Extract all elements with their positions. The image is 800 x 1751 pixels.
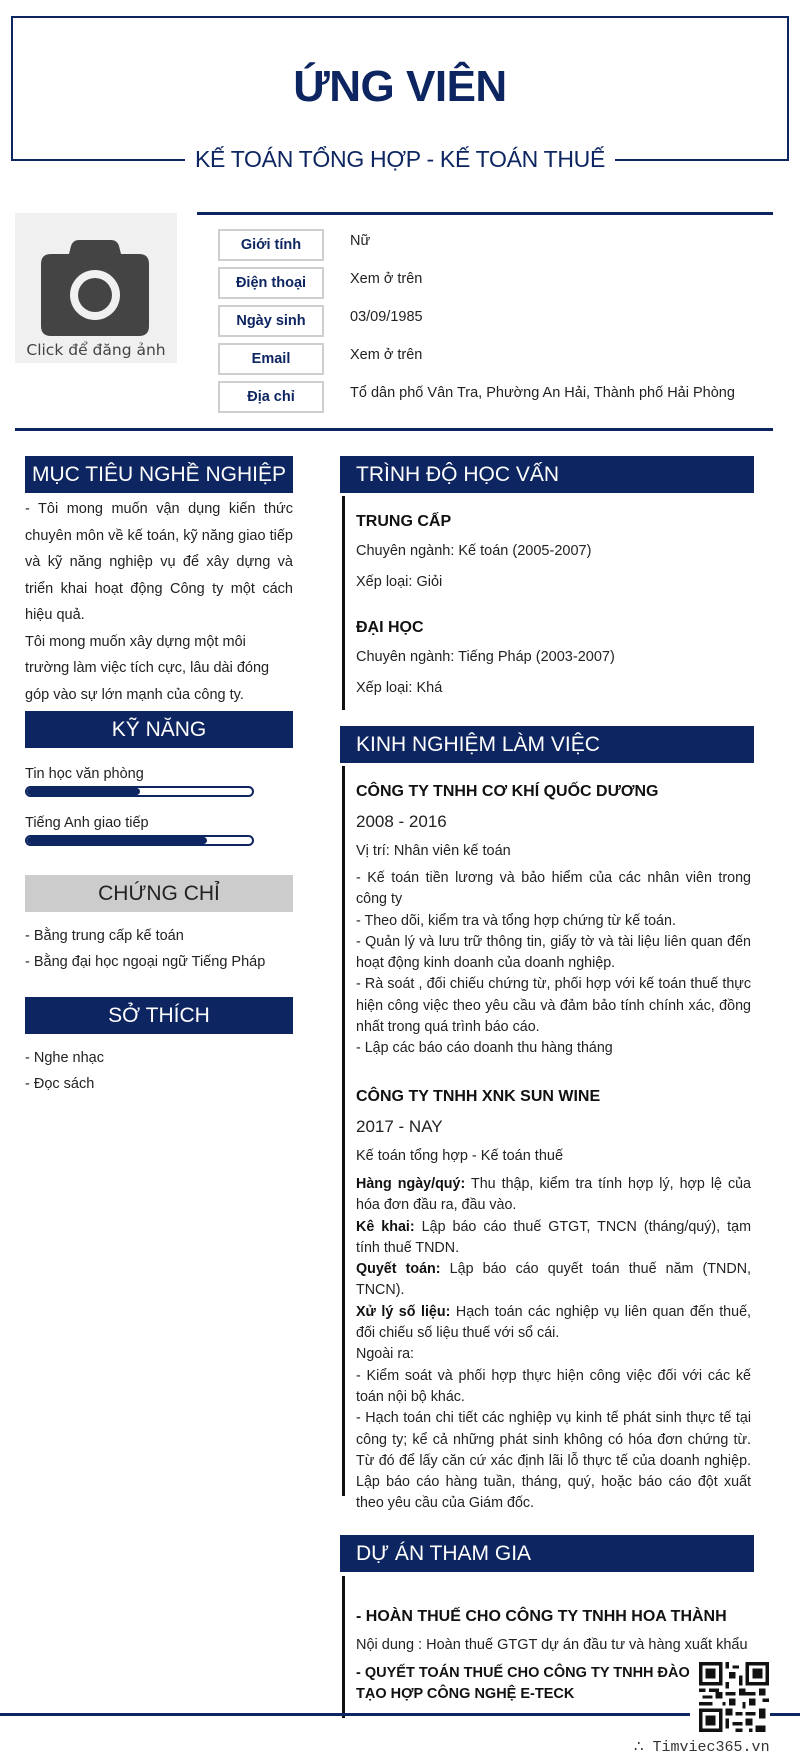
info-value[interactable]: 03/09/1985 xyxy=(350,309,423,325)
job-duty: - Rà soát , đối chiếu chứng từ, phối hợp với kế toán thuế thực hiện công việc theo yêu cầu và đảm bảo tính chính xác, đồng nhất trong quá trình báo cáo. xyxy=(356,976,751,1036)
info-value[interactable]: Tổ dân phố Vân Tra, Phường An Hải, Thành phố Hải Phòng xyxy=(350,385,735,401)
photo-upload-label: Click để đăng ảnh xyxy=(26,341,166,359)
duty-label: Hàng ngày/quý: xyxy=(356,1176,466,1192)
education-grade: Xếp loại: Giỏi xyxy=(356,574,443,590)
section-header-experience: KINH NGHIỆM LÀM VIỆC xyxy=(340,726,754,763)
job-duty: - Lập các báo cáo doanh thu hàng tháng xyxy=(356,1040,613,1057)
project-name: - HOÀN THUẾ CHO CÔNG TY TNHH HOA THÀNH xyxy=(356,1608,727,1625)
job-duty xyxy=(356,1217,751,1260)
section-header-objective: MỤC TIÊU NGHỀ NGHIỆP xyxy=(25,456,293,493)
education-major: Chuyên ngành: Tiếng Pháp (2003-2007) xyxy=(356,649,615,665)
info-row-email xyxy=(218,343,778,377)
certificate-item: - Bằng trung cấp kế toán xyxy=(25,928,184,944)
footer-divider xyxy=(0,1713,690,1716)
duty-label: Quyết toán: xyxy=(356,1261,441,1278)
info-label: Giới tính xyxy=(218,229,324,261)
job-duty: - Quản lý và lưu trữ thông tin, giấy tờ và tài liệu liên quan đến hoạt động kinh doanh của doanh nghiệp. xyxy=(356,933,751,972)
project-name: - QUYẾT TOÁN THUẾ CHO CÔNG TY TNHH ĐÀO TẠO HỢP CÔNG NGHỆ E-TECK xyxy=(356,1665,690,1702)
certificate-item: - Bằng đại học ngoại ngữ Tiếng Pháp xyxy=(25,954,266,970)
section-header-certificates: CHỨNG CHỈ xyxy=(25,875,293,912)
job-title xyxy=(0,146,800,173)
skill-progress-fill xyxy=(27,788,140,795)
duty-text: Thu thập, kiểm tra tính hợp lý, hợp lệ của hóa đơn đầu ra, đầu vào. xyxy=(356,1176,751,1214)
job-duty: - Theo dõi, kiểm tra và tổng hợp chứng từ kế toán. xyxy=(356,912,676,929)
job-period: 2017 - NAY xyxy=(356,1117,443,1136)
camera-icon xyxy=(41,240,149,336)
footer-divider xyxy=(770,1713,800,1716)
info-label: Điện thoại xyxy=(218,267,324,299)
timeline-line xyxy=(342,1576,345,1718)
job-duty: - Kế toán tiền lương và bảo hiểm của các nhân viên trong công ty xyxy=(356,870,751,908)
duty-label: Kê khai: xyxy=(356,1218,415,1235)
info-value[interactable]: Nữ xyxy=(350,233,371,249)
info-label: Email xyxy=(218,343,324,375)
objective-text[interactable] xyxy=(25,496,293,708)
info-label: Ngày sinh xyxy=(218,305,324,337)
job-position: Kế toán tổng hợp - Kế toán thuế xyxy=(356,1148,564,1164)
objective-paragraph: Tôi mong muốn xây dựng một môi trường làm việc tích cực, lâu dài đóng góp vào sự lớn mạnh của công ty. xyxy=(25,633,270,703)
page-title: ỨNG VIÊN xyxy=(293,62,507,111)
hobby-item: - Đọc sách xyxy=(25,1076,95,1092)
education-grade: Xếp loại: Khá xyxy=(356,680,443,696)
skill-name: Tin học văn phòng xyxy=(25,766,144,782)
job-description[interactable] xyxy=(356,1174,751,1515)
job-title-text: KẾ TOÁN TỔNG HỢP - KẾ TOÁN THUẾ xyxy=(185,146,615,172)
job-duty xyxy=(356,1259,751,1302)
job-duty xyxy=(356,1174,751,1217)
duty-label: Xử lý số liệu: xyxy=(356,1303,451,1320)
section-header-education: TRÌNH ĐỘ HỌC VẤN xyxy=(340,456,754,493)
duty-text: Hạch toán các nghiệp vụ liên quan đến thuế, đối chiếu số liệu thuế với sổ cái. xyxy=(356,1303,751,1342)
section-header-hobbies: SỞ THÍCH xyxy=(25,997,293,1034)
job-duty: - Hạch toán chi tiết các nghiệp vụ kinh tế phát sinh thực tế tại công ty; kể cả những phát sinh không có hóa đơn chứng từ. Từ đó để lấy căn cứ xác định lãi lỗ thực tế của doanh nghiệp. Lập báo cáo hàng tuần, tháng, quý, hoặc báo cáo đột xuất theo yêu cầu của Giám đốc. xyxy=(356,1410,751,1512)
info-row-birthday xyxy=(218,305,778,339)
info-row-address xyxy=(218,381,778,415)
job-duty: - Kiểm soát và phối hợp thực hiện công việc đối với các kế toán nội bộ khác. xyxy=(356,1367,751,1405)
timeline-line xyxy=(342,766,345,1496)
job-period: 2008 - 2016 xyxy=(356,812,447,831)
info-divider-bottom xyxy=(15,428,773,431)
skill-progress-bar xyxy=(25,786,254,797)
brand-watermark[interactable]: ∴ Timviec365.vn xyxy=(634,1739,770,1751)
job-description[interactable] xyxy=(356,868,751,1060)
skill-name: Tiếng Anh giao tiếp xyxy=(25,815,149,831)
section-header-projects: DỰ ÁN THAM GIA xyxy=(340,1535,754,1572)
skill-progress-bar xyxy=(25,835,254,846)
section-header-skills: KỸ NĂNG xyxy=(25,711,293,748)
qr-code-icon[interactable] xyxy=(699,1662,769,1732)
objective-paragraph: - Tôi mong muốn vận dụng kiến thức chuyên môn về kế toán, kỹ năng giao tiếp và kỹ năng nghiệp vụ để xây dựng và triển khai hoạt động Công ty một cách hiệu quả. xyxy=(25,501,293,623)
education-major: Chuyên ngành: Kế toán (2005-2007) xyxy=(356,543,592,559)
job-company: CÔNG TY TNHH XNK SUN WINE xyxy=(356,1088,601,1105)
info-row-gender xyxy=(218,229,778,263)
info-row-phone xyxy=(218,267,778,301)
info-label: Địa chỉ xyxy=(218,381,324,413)
job-duty xyxy=(356,1302,751,1345)
hobby-item: - Nghe nhạc xyxy=(25,1050,104,1066)
photo-upload[interactable] xyxy=(15,213,177,363)
info-value[interactable]: Xem ở trên xyxy=(350,347,423,363)
duty-text: Lập báo cáo thuế GTGT, TNCN (tháng/quý), tạm tính thuế TNDN. xyxy=(356,1218,751,1256)
skill-progress-fill xyxy=(27,837,207,844)
education-school: TRUNG CẤP xyxy=(356,513,452,530)
project-content: Nội dung : Hoàn thuế GTGT dự án đầu tư và hàng xuất khẩu xyxy=(356,1637,748,1653)
job-company: CÔNG TY TNHH CƠ KHÍ QUỐC DƯƠNG xyxy=(356,783,659,800)
timeline-line xyxy=(342,496,345,710)
job-position: Vị trí: Nhân viên kế toán xyxy=(356,843,511,859)
education-school: ĐẠI HỌC xyxy=(356,619,424,636)
info-value[interactable]: Xem ở trên xyxy=(350,271,423,287)
duty-text: Lập báo cáo quyết toán thuế năm (TNDN, TNCN). xyxy=(356,1261,751,1299)
info-divider-top xyxy=(197,212,773,215)
job-duty: Ngoài ra: xyxy=(356,1346,415,1363)
